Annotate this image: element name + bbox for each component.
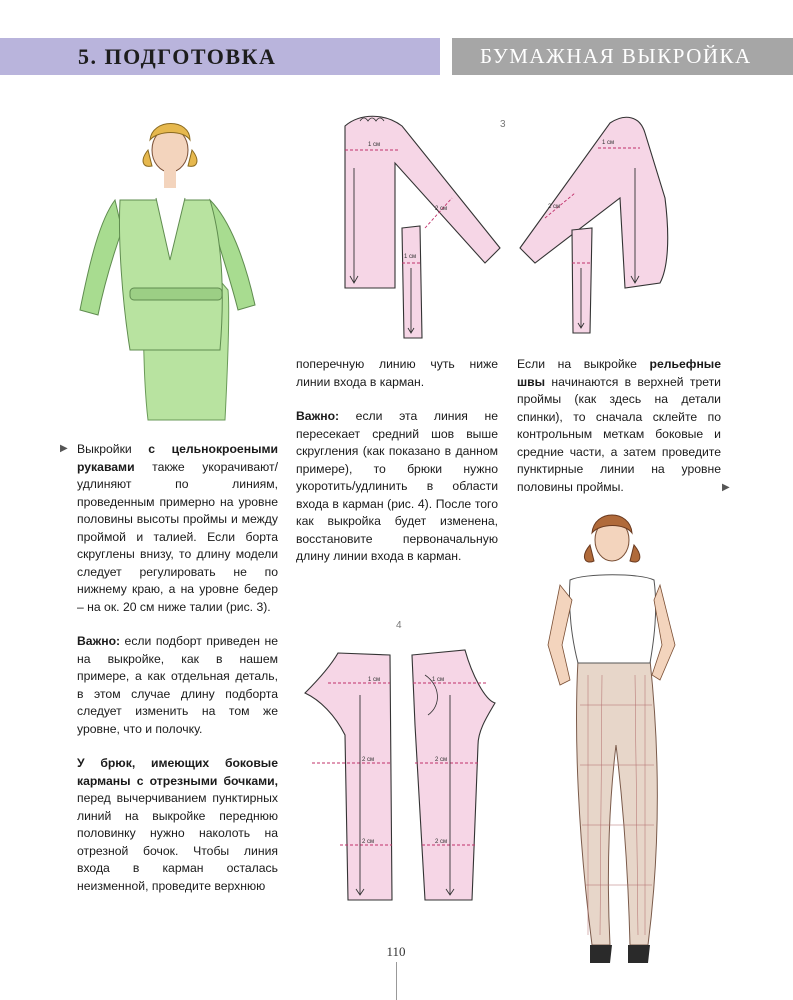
paragraph-seam-note: Важно: если эта линия не пересекает средний шов выше скругления (как показано в данном примере), то брюки нужно укоротить/удлинить в области входа в карман (рис. 4). После того как выкройка будет изменена, восстановите первоначальную длину линии входа в карман. (296, 409, 498, 563)
paragraph-princess-seams: Если на выкройке рельефные швы начинаются в верхней трети проймы (как здесь на детали спинки), то сначала склейте по контрольным меткам боковые и средние части, а затем проведите пунктирные линии на уровне половины проймы. (517, 357, 721, 494)
figure-4-trouser-patterns (300, 645, 500, 905)
figure-4-number: 4 (396, 620, 402, 631)
left-column (77, 441, 278, 912)
middle-column (296, 356, 498, 583)
measure-label: 1 см (404, 254, 417, 260)
measure-label: 2 см (548, 204, 561, 210)
measure-label: 1 см (368, 142, 381, 148)
measure-label: 2 см (362, 839, 375, 845)
measure-label: 2 см (435, 839, 448, 845)
header-section-bar (0, 38, 440, 75)
figure-3-sleeve-patterns (340, 88, 685, 350)
jacket-fashion-illustration (60, 110, 275, 430)
page-number-divider (396, 962, 397, 1000)
page-number: 110 (386, 944, 406, 959)
measure-label: 2 см (435, 206, 448, 212)
paragraph-pocket-line: поперечную линию чуть ниже линии входа в карман. (296, 357, 498, 389)
bullet-triangle-icon: ▶ (60, 443, 68, 454)
paragraph-trouser-pockets: У брюк, имеющих боковые карманы с отрезными бочками, перед вычерчиванием пунктирных линий на выкройке переднюю половинку нужно наколоть на отрезной бочок. Чтобы линия входа в карман осталась неизменной, проведите верхнюю (77, 756, 278, 893)
right-column (517, 356, 721, 513)
section-title: 5. ПОДГОТОВКА (78, 44, 277, 69)
measure-label: 1 см (368, 677, 381, 683)
paragraph-integral-sleeves: Выкройки с цельнокроеными рукавами также укорачивают/удлиняют по линиям, проведенным примерно на уровне половины высоты проймы и между проймой и талией. Если борта скруглены внизу, то длину модели следует регулировать не по нижнему краю, а на уровне бедер – на ок. 20 см ниже талии (рис. 3). (77, 442, 278, 614)
figure-3-number: 3 (500, 119, 506, 130)
measure-label: 2 см (435, 757, 448, 763)
measure-label: 1 см (432, 677, 445, 683)
topic-title: БУМАЖНАЯ ВЫКРОЙКА (480, 44, 752, 68)
paragraph-facing-note: Важно: если подборт приведен не на выкройке, как в нашем примере, а как отдельная деталь, в этом случае длину подборта следует изменить на том же уровне, что и полочку. (77, 634, 278, 736)
measure-label: 2 см (362, 757, 375, 763)
header-topic-bar (452, 38, 793, 75)
continue-triangle-icon: ▶ (722, 482, 730, 493)
trousers-fashion-illustration (530, 505, 700, 975)
measure-label: 1 см (602, 140, 615, 146)
